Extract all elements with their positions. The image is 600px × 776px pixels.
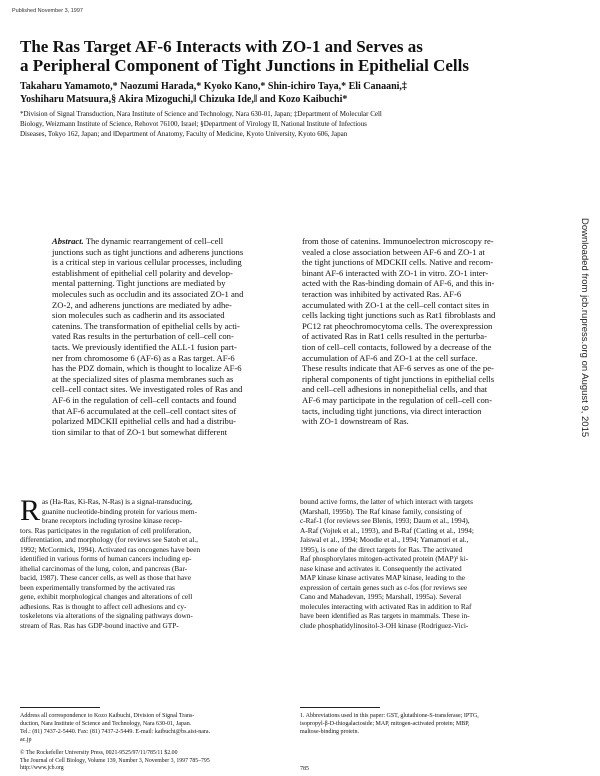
- abstract-line: junctions such as tight junctions and adherens junctions: [52, 246, 244, 257]
- footnote-line: ac.jp: [20, 737, 32, 743]
- body-line: stream of Ras. Ras has GDP-bound inactive and GTP-: [20, 620, 179, 630]
- affiliation-line-2: Biology, Weizmann Institute of Science, Rehovot 76100, Israel; §Department of Virology II, National Institute of Infectious: [20, 120, 367, 128]
- abstract-line-text: The dynamic rearrangement of cell–cell: [83, 236, 224, 246]
- abstract-left-column: [52, 236, 272, 437]
- author-list: [20, 80, 540, 106]
- body-line: c-Raf-1 (for reviews see Blenis, 1993; Daum et al., 1994),: [300, 516, 470, 525]
- journal-url[interactable]: http://www.jcb.org: [20, 765, 64, 772]
- abstract-line: binant AF-6 interacted with ZO-1 in vitro. ZO-1 inter-: [302, 267, 489, 278]
- abstract-line: establishment of epithelial cell polarity and develop-: [52, 267, 233, 278]
- abstract-line: These results indicate that AF-6 serves as one of the pe-: [302, 363, 494, 374]
- abstract-line: mental patterning. Tight junctions are mediated by: [52, 278, 226, 289]
- abstract-line: tion of cell–cell contacts, followed by a decrease of the: [302, 341, 492, 352]
- copyright-line-1: © The Rockefeller University Press, 0021-9525/97/11/785/11 $2.00: [20, 750, 178, 756]
- abstract-line: and cell–cell adhesions in nonepithelial cells, and that: [302, 384, 488, 395]
- body-line: brane receptors including tyrosine kinase recep-: [42, 516, 183, 525]
- body-line: clude phosphatidylinositol-3-OH kinase (Rodriguez-Vici-: [300, 620, 469, 630]
- body-line: gene, exhibit morphological changes and alterations of cell: [20, 592, 193, 601]
- footnote-rule-right: [300, 707, 380, 708]
- authors-line-1: Takaharu Yamamoto,* Naozumi Harada,* Kyoko Kano,* Shin-ichiro Taya,* Eli Canaani,‡: [20, 81, 407, 92]
- body-line: nase kinase and activates it. Consequently the activated: [300, 563, 462, 573]
- abstract-line: ripheral components of tight junctions in epithelial cells: [302, 373, 495, 384]
- article-title: [20, 37, 540, 75]
- body-line: identified in various forms of human cancers including ep-: [20, 554, 192, 563]
- body-line: 1992; McCormick, 1994). Activated ras oncogenes have been: [20, 544, 201, 554]
- abstract-line: sion molecules such as cadherin and its associated: [52, 310, 225, 321]
- abstract-line: tion similar to that of ZO-1 but somewhat different: [52, 426, 228, 437]
- body-right-column: [300, 497, 560, 630]
- body-line: ithelial carcinomas of the lung, colon, and pancreas (Bar-: [20, 563, 188, 573]
- body-line: bacid, 1987). These cancer cells, as well as those that have: [20, 573, 192, 582]
- body-line: adhesions. Ras is thought to affect cell adhesions and cy-: [20, 601, 187, 611]
- download-note: Downloaded from jcb.rupress.org on August 9, 2015: [579, 218, 590, 438]
- body-line: as (Ha-Ras, Ki-Ras, N-Ras) is a signal-transducing,: [42, 497, 193, 506]
- abstract-line: accumulated with ZO-1 at the cell–cell contact sites in: [302, 299, 490, 310]
- abstract-line: vealed a close association between AF-6 and ZO-1 at: [302, 246, 485, 257]
- abstract-line: polarized MDCKII epithelial cells and had a distribu-: [52, 416, 236, 427]
- abstract-line: cell–cell contact sites. We investigated roles of Ras and: [52, 384, 243, 395]
- footnote-line: maltose-binding protein.: [300, 729, 359, 735]
- page-number: 785: [300, 766, 309, 772]
- abstract-line: cells lacking tight junctions such as Rat1 fibroblasts and: [302, 310, 496, 321]
- copyright-line-2: The Journal of Cell Biology, Volume 139, Number 3, November 3, 1997 785–795: [20, 757, 210, 764]
- footnote-line: duction, Nara Institute of Science and Technology, Nara 630-01, Japan.: [20, 721, 192, 727]
- title-line-1: The Ras Target AF-6 Interacts with ZO-1 and Serves as: [20, 37, 423, 56]
- body-line: have been identified as Ras targets in mammals. These in-: [300, 611, 470, 620]
- abstract-line: has the PDZ domain, which is thought to localize AF-6: [52, 363, 242, 374]
- body-line: bound active forms, the latter of which interact with targets: [300, 497, 473, 506]
- abstract-line: catenins. The transformation of epithelial cells by acti-: [52, 320, 240, 331]
- published-date: Published November 3, 1997: [12, 8, 83, 14]
- abstract-line: AF-6 may participate in the regulation of cell–cell con-: [302, 394, 492, 405]
- body-line: toskeletons via alterations of the signaling pathways down-: [20, 611, 193, 620]
- abstract-line: molecules such as occludin and its associated ZO-1 and: [52, 288, 244, 299]
- body-left-column: [20, 494, 280, 630]
- abstract-line: ZO-2, and adherens junctions are mediated by adhe-: [52, 299, 232, 310]
- abstract-line: of activated Ras in Rat1 cells resulted in the perturba-: [302, 331, 487, 342]
- abstract-line: AF-6 in the regulation of cell–cell contacts and found: [52, 394, 237, 405]
- download-watermark: [578, 218, 590, 588]
- body-line: 1995), is one of the direct targets for Ras. The activated: [300, 544, 463, 554]
- body-line: molecules interacting with activated Ras in addition to Raf: [300, 601, 472, 611]
- affiliations: [20, 109, 560, 139]
- body-line: (Marshall, 1995b). The Raf kinase family, consisting of: [300, 506, 462, 516]
- copyright-block: [20, 750, 320, 773]
- body-line: Raf phosphorylates mitogen-activated protein (MAP)¹ ki-: [300, 554, 469, 563]
- correspondence-footnote: [20, 712, 280, 744]
- abstract-line: with ZO-1 downstream of Ras.: [302, 416, 409, 427]
- abstract-line: at the specialized sites of plasma membranes such as: [52, 373, 234, 384]
- abstract-line: vated Ras results in the perturbation of cell–cell con-: [52, 331, 234, 342]
- abstract-line: acted with the Ras-binding domain of AF-6, and this in-: [302, 278, 495, 289]
- footnote-line: isopropyl-β-D-thiogalactoside; MAP, mitogen-activated protein; MBP,: [300, 721, 470, 727]
- body-line: differentiation, and morphology (for reviews see Satoh et al.,: [20, 535, 198, 544]
- body-line: MAP kinase kinase activates MAP kinase, leading to the: [300, 573, 466, 582]
- abstract-line: that AF-6 accumulated at the cell–cell contact sites of: [52, 405, 237, 416]
- abstract-line: is a critical step in various cellular processes, including: [52, 257, 242, 268]
- footnote-rule-left: [20, 707, 100, 708]
- footnote-line: Address all correspondence to Kozo Kaibuchi, Division of Signal Trans-: [20, 713, 195, 719]
- footnote-line: 1. Abbreviations used in this paper: GST, glutathione-S-transferase; IPTG,: [300, 713, 479, 719]
- body-line: A-Raf (Vojtek et al., 1993), and B-Raf (Catling et al., 1994;: [300, 525, 474, 535]
- abstract-line: the tight junctions of MDCKII cells. Native and recom-: [302, 257, 494, 268]
- abstract-line: accumulation of AF-6 and ZO-1 at the cell surface.: [302, 352, 478, 363]
- footnote-line: Tel.: (81) 7437-2-5440. Fax: (81) 7437-2-5449. E-mail: kaibuchi@bs.aist-nara.: [20, 729, 211, 735]
- body-line: guanine nucleotide-binding protein for various mem-: [42, 506, 198, 516]
- body-line: Cano and Mahadevan, 1995; Marshall, 1995a). Several: [300, 592, 462, 601]
- title-line-2: a Peripheral Component of Tight Junctions in Epithelial Cells: [20, 56, 469, 75]
- abbreviations-footnote: [300, 712, 560, 736]
- abstract-line: teraction was inhibited by activated Ras. AF-6: [302, 288, 462, 299]
- abstract-label: Abstract.: [52, 236, 84, 246]
- abstract-line: from those of catenins. Immunoelectron microscopy re-: [302, 236, 494, 246]
- drop-cap: R: [20, 494, 41, 527]
- abstract-line: tacts. We previously identified the ALL-1 fusion part-: [52, 341, 237, 352]
- body-line: been experimentally transformed by the activated ras: [20, 582, 175, 592]
- abstract-line: [52, 236, 272, 247]
- abstract-line: ner from chromosome 6 (AF-6) as a Ras target. AF-6: [52, 352, 235, 363]
- body-line: tors. Ras participates in the regulation of cell proliferation,: [20, 525, 192, 535]
- abstract-line: PC12 rat pheochromocytoma cells. The overexpression: [302, 320, 493, 331]
- body-line: Jaiswal et al., 1994; Moodie et al., 1994; Yamamori et al.,: [300, 535, 469, 544]
- affiliation-line-3: Diseases, Tokyo 162, Japan; and ‖Department of Anatomy, Faculty of Medicine, Kyoto University, Kyoto 606, Japan: [20, 130, 348, 138]
- affiliation-line-1: *Division of Signal Transduction, Nara Institute of Science and Technology, Nara 630-01, Japan; ‡Department of Molecular Cell: [20, 110, 382, 118]
- body-line: expression of certain genes such as c-fos (for reviews see: [300, 582, 468, 592]
- abstract-right-column: [302, 236, 532, 427]
- authors-line-2: Yoshiharu Matsuura,§ Akira Mizoguchi,‖ Chizuka Ide,‖ and Kozo Kaibuchi*: [20, 94, 348, 105]
- abstract-line: tacts, including tight junctions, via direct interaction: [302, 405, 482, 416]
